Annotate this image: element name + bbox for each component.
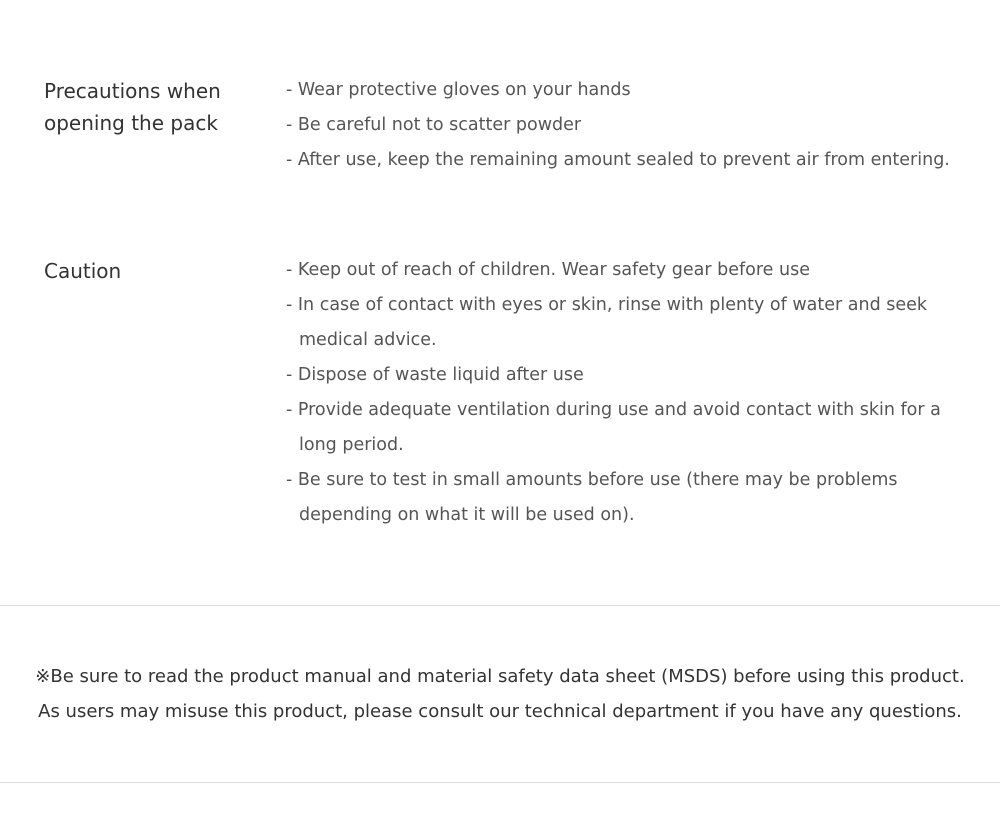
list-item: - Be careful not to scatter powder	[286, 115, 582, 135]
safety-notice	[0, 659, 1000, 729]
caution-title: Caution	[44, 259, 122, 283]
list-item: - Be sure to test in small amounts before use (there may be problems depending on what it will be used on).	[286, 470, 898, 525]
list-item: - After use, keep the remaining amount sealed to prevent air from entering.	[286, 150, 950, 170]
precautions-list	[286, 73, 976, 178]
notice-line-1: ※Be sure to read the product manual and material safety data sheet (MSDS) before using this product.	[35, 666, 965, 687]
caution-list	[286, 253, 976, 533]
precautions-title: Precautions when opening the pack	[44, 79, 221, 135]
list-item: - In case of contact with eyes or skin, rinse with plenty of water and seek medical advice.	[286, 295, 928, 350]
list-item: - Keep out of reach of children. Wear safety gear before use	[286, 260, 810, 280]
divider	[0, 605, 1000, 606]
list-item: - Dispose of waste liquid after use	[286, 365, 584, 385]
notice-line-2: As users may misuse this product, please consult our technical department if you have any questions.	[38, 701, 962, 722]
list-item: - Provide adequate ventilation during use and avoid contact with skin for a long period.	[286, 400, 941, 455]
divider	[0, 782, 1000, 783]
list-item: - Wear protective gloves on your hands	[286, 80, 631, 100]
